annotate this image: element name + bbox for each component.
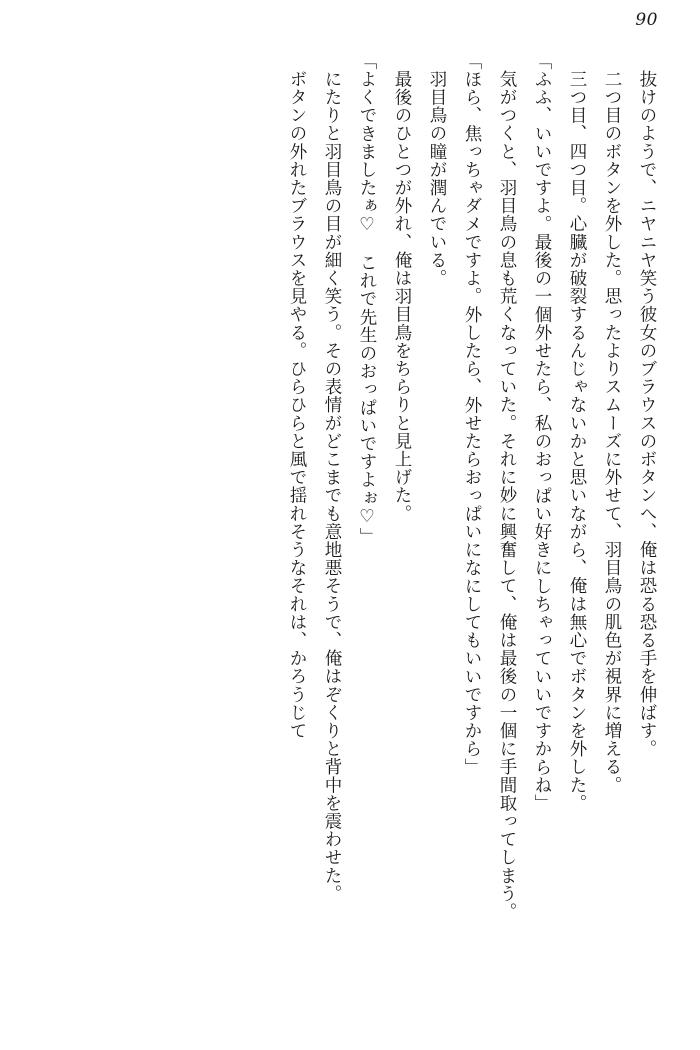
page-body-text	[36, 52, 664, 1020]
paragraph: 三つ目、四つ目。心臓が破裂するんじゃないかと思いながら、俺は無心でボタンを外した。	[567, 69, 587, 812]
paragraph: 抜けのようで、ニヤニヤ笑う彼女のブラウスのボタンへ、俺は恐る恐る手を伸ばす。	[637, 69, 657, 758]
page-number: 90	[635, 10, 658, 30]
paragraph: 「ほら、焦っちゃダメですよ。外したら、外せたらおっぱいになにしてもいいですから」	[462, 52, 482, 776]
paragraph: 羽目鳥の瞳が潤んでいる。	[427, 69, 447, 287]
paragraph: 「よくできましたぁ♡ これで先生のおっぱいですよぉ♡」	[357, 52, 377, 546]
paragraph: 二つ目のボタンを外した。思ったよりスムーズに外せて、羽目鳥の肌色が視界に増える。	[602, 69, 622, 794]
paragraph: 「ふふ、いいですよ。最後の一個外せたら、私のおっぱい好きにしちゃっていいですからね」	[532, 52, 552, 813]
paragraph: にたりと羽目鳥の目が細く笑う。その表情がどこまでも意地悪そうで、俺はぞくりと背中を震わせた。	[322, 69, 342, 903]
paragraph: ボタンの外れたブラウスを見やる。ひらひらと風で揺れそうなそれは、かろうじて	[287, 69, 307, 740]
paragraph: 気がつくと、羽目鳥の息も荒くなっていた。それに妙に興奮して、俺は最後の一個に手間取ってしまう。	[497, 69, 517, 921]
paragraph: 最後のひとつが外れ、俺は羽目鳥をちらりと見上げた。	[392, 69, 412, 522]
